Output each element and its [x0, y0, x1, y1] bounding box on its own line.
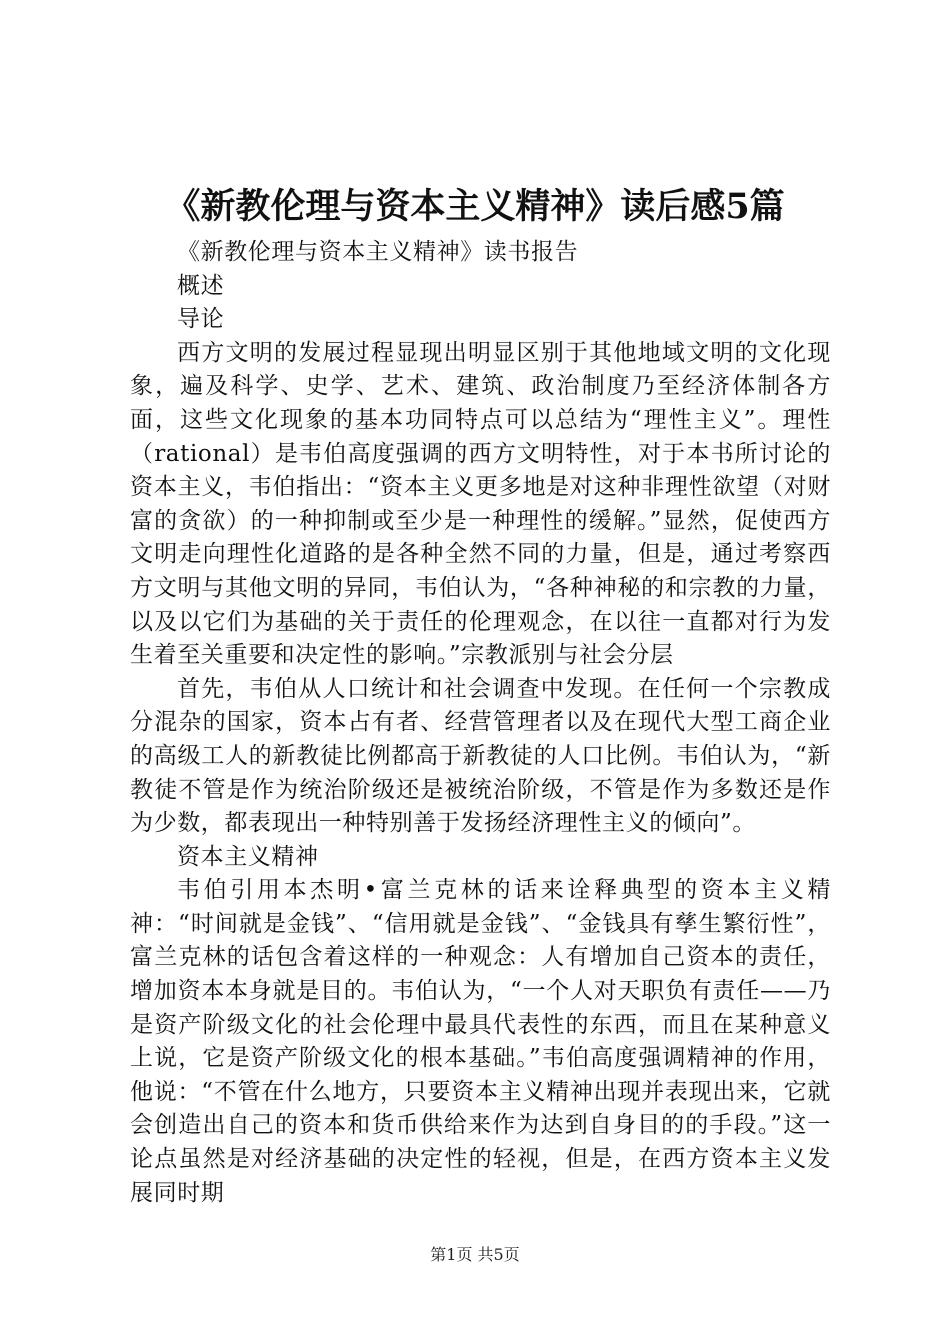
document-title: 《新教伦理与资本主义精神》读后感5篇	[165, 186, 785, 227]
page-number-footer: 第1页 共5页	[430, 1245, 520, 1264]
section-heading-capitalism-spirit: 资本主义精神	[177, 843, 319, 870]
document-body	[130, 236, 831, 1210]
report-subtitle: 《新教伦理与资本主义精神》读书报告	[177, 239, 579, 265]
section-heading-intro: 导论	[177, 306, 225, 333]
section-heading-overview: 概述	[177, 272, 225, 299]
paragraph: 韦伯引用本杰明•富兰克林的话来诠释典型的资本主义精神：“时间就是金钱”、“信用就是金钱”、“金钱具有孳生繁衍性”，富兰克林的话包含着这样的一种观念：人有增加自己资本的责任，增加资本本身就是目的。韦伯认为，“一个人对天职负有责任——乃是资产阶级文化的社会伦理中最具代表性的东西，而且在某种意义上说，它是资产阶级文化的根本基础。”韦伯高度强调精神的作用，他说：“不管在什么地方，只要资本主义精神出现并表现出来，它就会创造出自己的资本和货币供给来作为达到自身目的的手段。”这一论点虽然是对经济基础的决定性的轻视，但是，在西方资本主义发展同时期	[130, 877, 831, 1206]
paragraph: 首先，韦伯从人口统计和社会调查中发现。在任何一个宗教成分混杂的国家，资本占有者、经营管理者以及在现代大型工商企业的高级工人的新教徒比例都高于新教徒的人口比例。韦伯认为，“新教徒不管是作为统治阶级还是被统治阶级，不管是作为多数还是作为少数，都表现出一种特别善于发扬经济理性主义的倾向”。	[130, 675, 831, 837]
paragraph: 西方文明的发展过程显现出明显区别于其他地域文明的文化现象，遍及科学、史学、艺术、建筑、政治制度乃至经济体制各方面，这些文化现象的基本功同特点可以总结为“理性主义”。理性（rational）是韦伯高度强调的西方文明特性，对于本书所讨论的资本主义，韦伯指出：“资本主义更多地是对这种非理性欲望（对财富的贪欲）的一种抑制或至少是一种理性的缓解。”显然，促使西方文明走向理性化道路的是各种全然不同的力量，但是，通过考察西方文明与其他文明的异同，韦伯认为，“各种神秘的和宗教的力量，以及以它们为基础的关于责任的伦理观念，在以往一直都对行为发生着至关重要和决定性的影响。”宗教派别与社会分层	[130, 339, 831, 669]
